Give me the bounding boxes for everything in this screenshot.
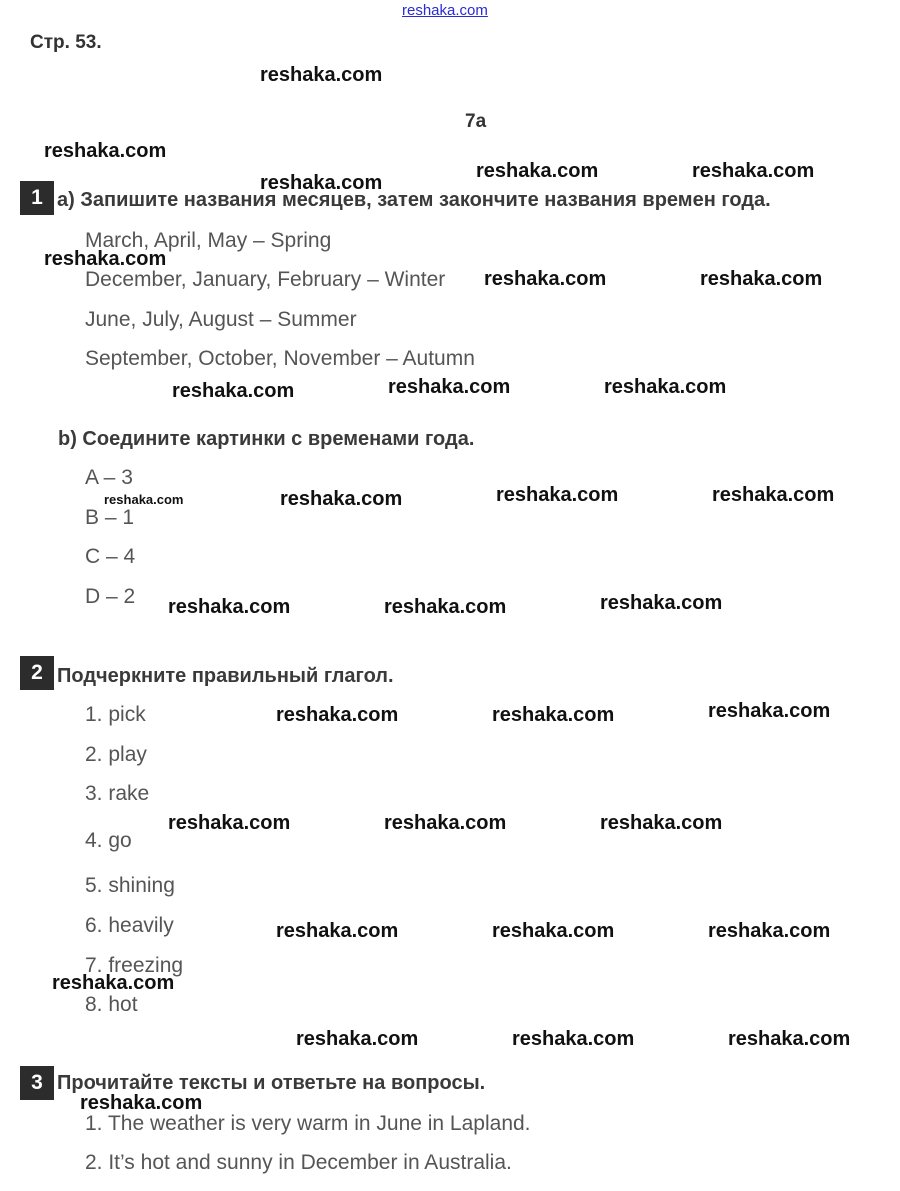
exercise-1b-answer: C – 4: [85, 545, 136, 568]
watermark: reshaka.com: [384, 812, 507, 834]
exercise-2-answer: 1. pick: [85, 703, 146, 726]
exercise-1b-answer: A – 3: [85, 466, 133, 489]
exercise-2-answer: 2. play: [85, 743, 147, 766]
watermark: reshaka.com: [512, 1028, 635, 1050]
watermark: reshaka.com: [260, 172, 383, 194]
watermark: reshaka.com: [80, 1092, 203, 1114]
exercise-2-number-badge: 2: [20, 656, 54, 690]
watermark: reshaka.com: [604, 376, 727, 398]
exercise-2-instruction: Подчеркните правильный глагол.: [57, 665, 394, 687]
watermark: reshaka.com: [276, 920, 399, 942]
exercise-1b-answer: B – 1: [85, 506, 135, 529]
exercise-1b-instruction: b) Соедините картинки с временами года.: [58, 428, 475, 450]
watermark: reshaka.com: [600, 592, 723, 614]
watermark: reshaka.com: [384, 596, 507, 618]
watermark: reshaka.com: [700, 268, 823, 290]
watermark: reshaka.com: [172, 380, 295, 402]
exercise-3-answer: 1. The weather is very warm in June in Lapland.: [85, 1112, 531, 1135]
watermark: reshaka.com: [600, 812, 723, 834]
watermark: reshaka.com: [492, 704, 615, 726]
exercise-2-answer: 4. go: [85, 829, 132, 852]
exercise-1a-answer: June, July, August – Summer: [85, 308, 357, 331]
watermark: reshaka.com: [484, 268, 607, 290]
exercise-3-number-badge: 3: [20, 1066, 54, 1100]
exercise-2-answer: 8. hot: [85, 993, 138, 1016]
watermark: reshaka.com: [52, 972, 175, 994]
exercise-2-answer: 7. freezing: [85, 954, 184, 977]
exercise-1a-answer: September, October, November – Autumn: [85, 347, 475, 370]
watermark: reshaka.com: [260, 64, 383, 86]
watermark: reshaka.com: [280, 488, 403, 510]
watermark: reshaka.com: [168, 812, 291, 834]
watermark: reshaka.com: [296, 1028, 419, 1050]
watermark: reshaka.com: [476, 160, 599, 182]
lesson-title: 7a: [465, 111, 487, 132]
exercise-1a-answer: March, April, May – Spring: [85, 229, 332, 252]
exercise-1a-answer: December, January, February – Winter: [85, 268, 446, 291]
watermark: reshaka.com: [388, 376, 511, 398]
watermark: reshaka.com: [44, 248, 167, 270]
site-link[interactable]: reshaka.com: [402, 2, 488, 19]
watermark: reshaka.com: [692, 160, 815, 182]
exercise-2-answer: 3. rake: [85, 782, 150, 805]
watermark: reshaka.com: [104, 492, 184, 507]
watermark: reshaka.com: [496, 484, 619, 506]
watermark: reshaka.com: [168, 596, 291, 618]
watermark: reshaka.com: [44, 140, 167, 162]
exercise-3-instruction: Прочитайте тексты и ответьте на вопросы.: [57, 1072, 486, 1094]
watermark: reshaka.com: [492, 920, 615, 942]
exercise-1a-instruction: a) Запишите названия месяцев, затем закончите названия времен года.: [57, 189, 771, 211]
watermark: reshaka.com: [276, 704, 399, 726]
exercise-2-answer: 6. heavily: [85, 914, 174, 937]
exercise-3-answer: 2. It’s hot and sunny in December in Australia.: [85, 1151, 512, 1174]
watermark: reshaka.com: [728, 1028, 851, 1050]
exercise-2-answer: 5. shining: [85, 874, 175, 897]
exercise-1b-answer: D – 2: [85, 585, 136, 608]
watermark: reshaka.com: [708, 920, 831, 942]
watermark: reshaka.com: [708, 700, 831, 722]
watermark: reshaka.com: [712, 484, 835, 506]
exercise-1-number-badge: 1: [20, 181, 54, 215]
page-reference: Стр. 53.: [30, 32, 102, 53]
